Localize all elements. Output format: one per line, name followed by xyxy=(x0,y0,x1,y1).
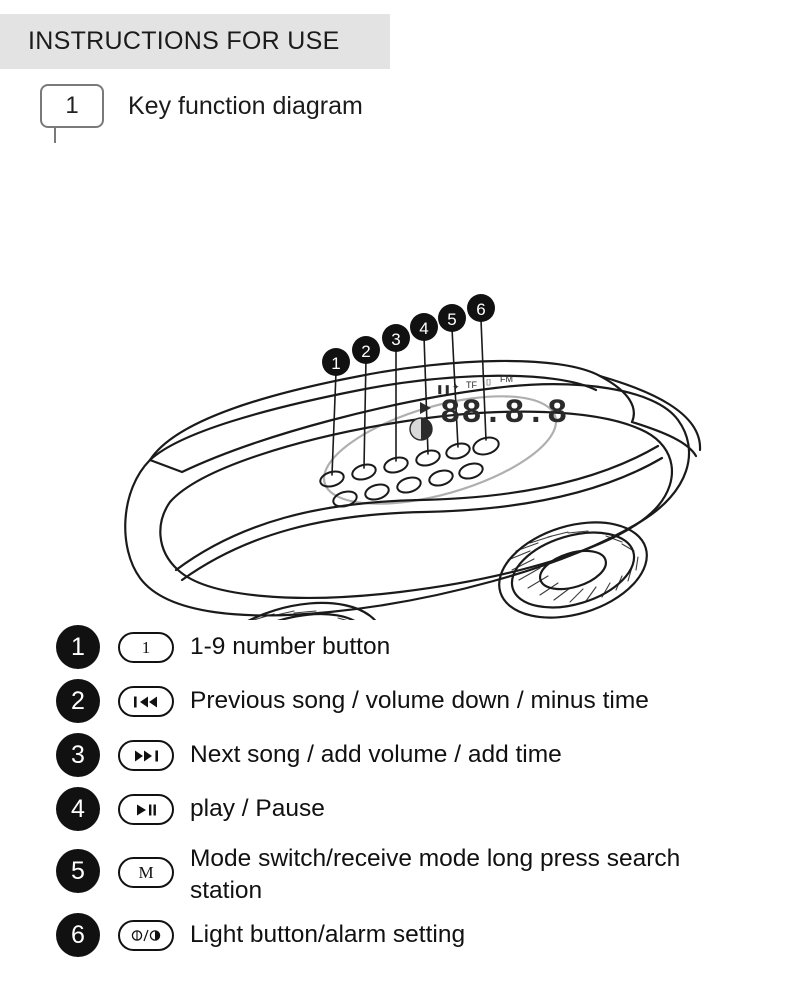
usb-indicator-icon: ⌷ xyxy=(486,377,492,387)
callout-2: 2 xyxy=(361,342,371,361)
legend-number: 3 xyxy=(56,733,100,777)
previous-track-icon xyxy=(118,686,174,717)
legend-description: Light button/alarm setting xyxy=(190,921,466,948)
tf-indicator-label: TF xyxy=(466,380,477,390)
legend-number: 5 xyxy=(56,849,100,893)
legend-description: Mode switch/receive mode long press search station xyxy=(190,845,681,904)
legend-description: Next song / add volume / add time xyxy=(190,741,562,768)
legend-number: 4 xyxy=(56,787,100,831)
callout-3: 3 xyxy=(391,330,401,349)
legend-description: Previous song / volume down / minus time xyxy=(190,687,649,714)
legend-number: 2 xyxy=(56,679,100,723)
legend-description: 1-9 number button xyxy=(190,633,391,660)
section-number: 1 xyxy=(65,92,79,119)
callout-1: 1 xyxy=(331,354,341,373)
mode-button-icon xyxy=(118,857,174,888)
list-item xyxy=(56,841,776,907)
legend-list xyxy=(56,625,776,967)
list-item xyxy=(56,913,776,961)
next-track-icon xyxy=(118,740,174,771)
speaker-diagram xyxy=(0,150,790,620)
callout-5: 5 xyxy=(447,310,457,329)
mode-button-glyph: M xyxy=(138,863,154,882)
section-heading xyxy=(40,84,363,128)
header-bar xyxy=(0,14,390,69)
number-button-glyph: 1 xyxy=(141,638,151,657)
section-title: Key function diagram xyxy=(128,92,363,120)
number-button-icon xyxy=(118,632,174,663)
callout-6: 6 xyxy=(476,300,486,319)
callout-4: 4 xyxy=(419,319,429,338)
section-number-callout xyxy=(40,84,104,128)
list-item xyxy=(56,625,776,673)
pause-indicator-icon: ❚❚ xyxy=(436,384,452,394)
lcd-digits: 88.8.8 xyxy=(440,395,569,433)
bluetooth-indicator-icon: ✦ xyxy=(452,382,460,392)
diagram-callout-group xyxy=(322,294,495,376)
page-title: INSTRUCTIONS FOR USE xyxy=(28,27,340,55)
fm-indicator-label: FM xyxy=(500,374,513,384)
list-item xyxy=(56,733,776,781)
play-pause-icon xyxy=(118,794,174,825)
light-alarm-icon xyxy=(118,920,174,951)
legend-number: 1 xyxy=(56,625,100,669)
list-item xyxy=(56,679,776,727)
list-item xyxy=(56,787,776,835)
legend-number: 6 xyxy=(56,913,100,957)
legend-description: play / Pause xyxy=(190,795,325,822)
speaker-illustration xyxy=(0,150,790,620)
